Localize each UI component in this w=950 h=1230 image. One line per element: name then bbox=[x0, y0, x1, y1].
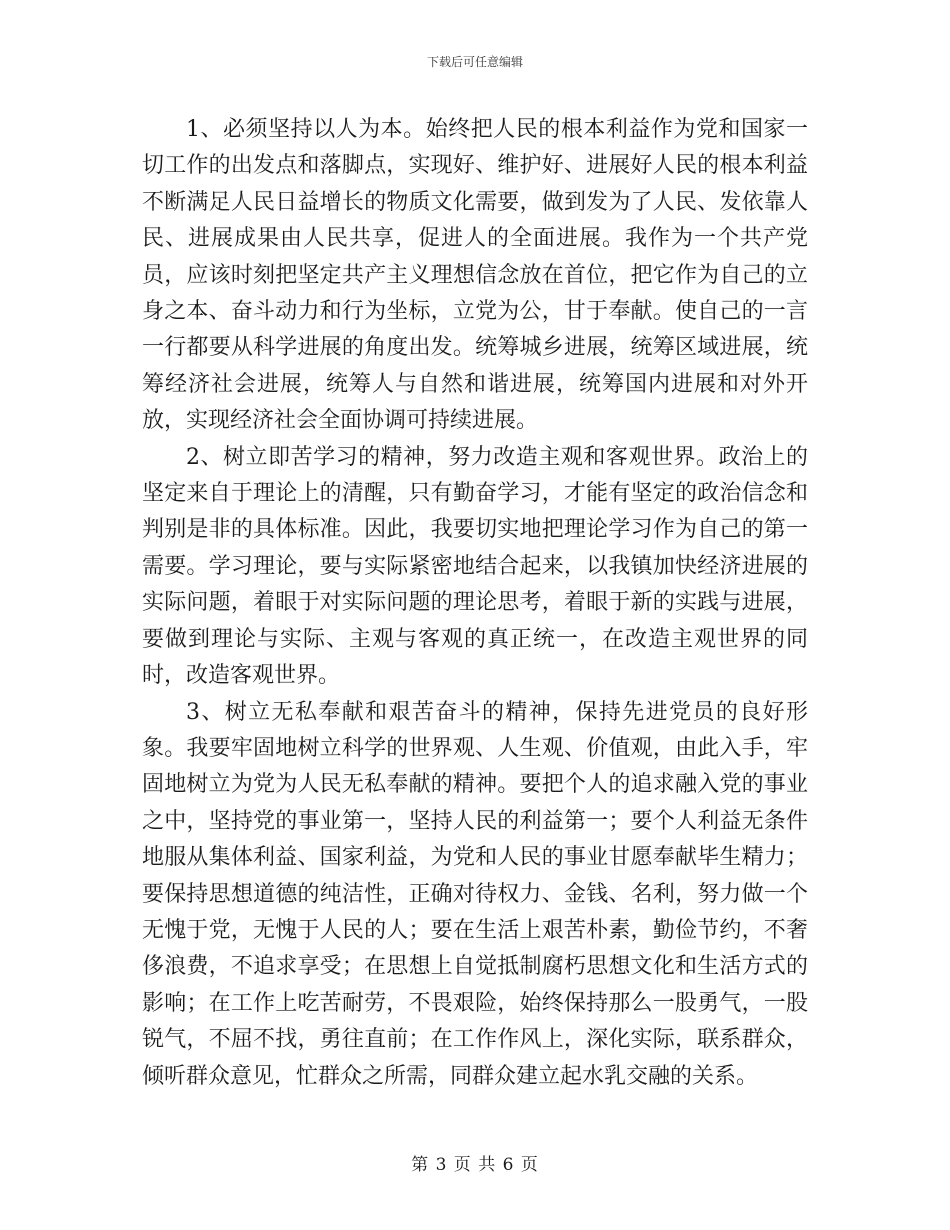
document-body bbox=[142, 112, 808, 1095]
paragraph-2: 2、树立即苦学习的精神，努力改造主观和客观世界。政治上的坚定来自于理论上的清醒，只有勤奋学习，才能有坚定的政治信念和判别是非的具体标准。因此，我要切实地把理论学习作为自己的第一需要。学习理论，要与实际紧密地结合起来，以我镇加快经济进展的实际问题，着眼于对实际问题的理论思考，着眼于新的实践与进展，要做到理论与实际、主观与客观的真正统一，在改造主观世界的同时，改造客观世界。 bbox=[142, 444, 808, 689]
page-number-footer: 第 3 页 共 6 页 bbox=[411, 1155, 539, 1175]
page-header-note: 下载后可任意编辑 bbox=[426, 55, 523, 69]
paragraph-3: 3、树立无私奉献和艰苦奋斗的精神，保持先进党员的良好形象。我要牢固地树立科学的世界观、人生观、价值观，由此入手，牢固地树立为党为人民无私奉献的精神。要把个人的追求融入党的事业之中，坚持党的事业第一，坚持人民的利益第一；要个人利益无条件地服从集体利益、国家利益，为党和人民的事业甘愿奉献毕生精力；要保持思想道德的纯洁性，正确对待权力、金钱、名利，努力做一个无愧于党，无愧于人民的人；要在生活上艰苦朴素，勤俭节约，不奢侈浪费，不追求享受；在思想上自觉抵制腐朽思想文化和生活方式的影响；在工作上吃苦耐劳，不畏艰险，始终保持那么一股勇气，一股锐气，不屈不找，勇往直前；在工作作风上，深化实际，联系群众，倾听群众意见，忙群众之所需，同群众建立起水乳交融的关系。 bbox=[142, 699, 808, 1089]
paragraph-1: 1、必须坚持以人为本。始终把人民的根本利益作为党和国家一切工作的出发点和落脚点，实现好、维护好、进展好人民的根本利益不断满足人民日益增长的物质文化需要，做到发为了人民、发依靠人民、进展成果由人民共享，促进人的全面进展。我作为一个共产党员，应该时刻把坚定共产主义理想信念放在首位，把它作为自己的立身之本、奋斗动力和行为坐标，立党为公，甘于奉献。使自己的一言一行都要从科学进展的角度出发。统筹城乡进展，统筹区域进展，统筹经济社会进展，统筹人与自然和谐进展，统筹国内进展和对外开放，实现经济社会全面协调可持续进展。 bbox=[142, 117, 808, 434]
